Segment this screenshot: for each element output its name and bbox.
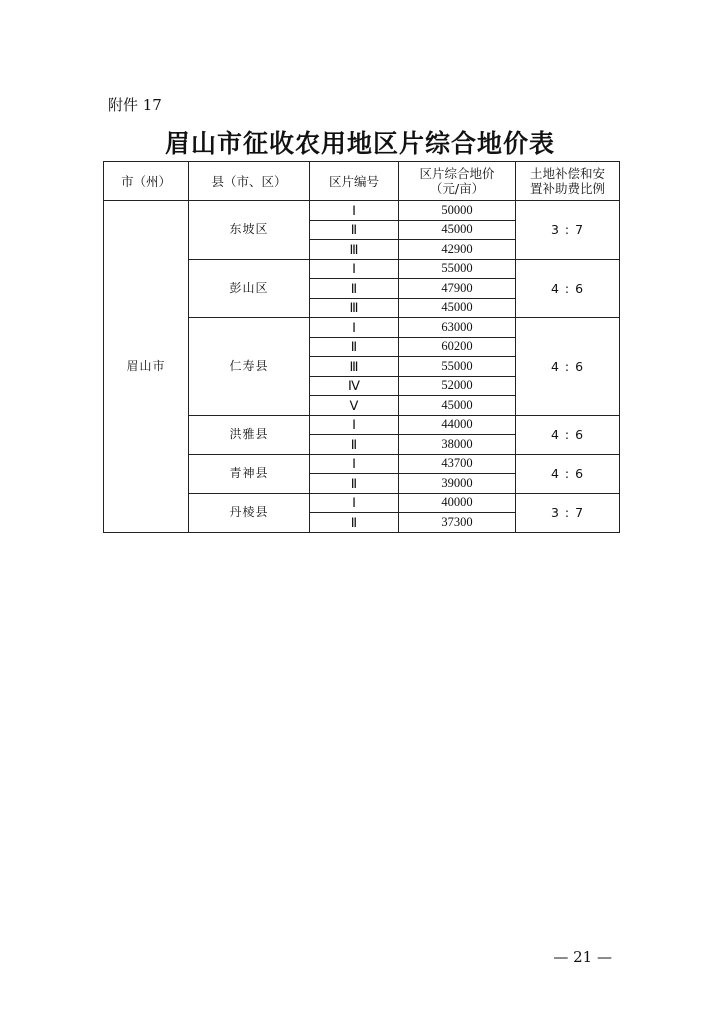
price-cell: 42900 xyxy=(399,240,516,260)
ratio-cell: 4 : 6 xyxy=(516,318,620,416)
zone-code-cell: Ⅲ xyxy=(310,240,399,260)
price-cell: 37300 xyxy=(399,513,516,533)
county-cell: 东坡区 xyxy=(189,201,310,260)
price-cell: 55000 xyxy=(399,259,516,279)
zone-code-cell: Ⅱ xyxy=(310,279,399,299)
price-cell: 45000 xyxy=(399,220,516,240)
header-ratio xyxy=(516,162,620,201)
price-cell: 47900 xyxy=(399,279,516,299)
city-cell: 眉山市 xyxy=(104,201,189,533)
ratio-cell: 4 : 6 xyxy=(516,415,620,454)
zone-code-cell: Ⅱ xyxy=(310,435,399,455)
header-price xyxy=(399,162,516,201)
price-cell: 52000 xyxy=(399,376,516,396)
header-city: 市（州） xyxy=(104,162,189,201)
price-cell: 38000 xyxy=(399,435,516,455)
zone-code-cell: Ⅴ xyxy=(310,396,399,416)
price-cell: 39000 xyxy=(399,474,516,494)
zone-code-cell: Ⅲ xyxy=(310,298,399,318)
price-cell: 44000 xyxy=(399,415,516,435)
ratio-cell: 4 : 6 xyxy=(516,454,620,493)
ratio-cell: 4 : 6 xyxy=(516,259,620,318)
header-price-text: 区片综合地价 （元/亩） xyxy=(419,166,495,196)
page-title: 眉山市征收农用地区片综合地价表 xyxy=(164,129,555,158)
county-cell: 青神县 xyxy=(189,454,310,493)
county-cell: 丹棱县 xyxy=(189,493,310,532)
header-ratio-text: 土地补偿和安 置补助费比例 xyxy=(529,166,605,196)
zone-code-cell: Ⅰ xyxy=(310,259,399,279)
header-zone-code: 区片编号 xyxy=(310,162,399,201)
price-cell: 45000 xyxy=(399,396,516,416)
zone-code-cell: Ⅰ xyxy=(310,318,399,338)
ratio-cell: 3 : 7 xyxy=(516,201,620,260)
attachment-label: 附件 17 xyxy=(108,96,162,114)
county-cell: 彭山区 xyxy=(189,259,310,318)
zone-code-cell: Ⅳ xyxy=(310,376,399,396)
zone-code-cell: Ⅱ xyxy=(310,474,399,494)
zone-code-cell: Ⅱ xyxy=(310,220,399,240)
price-cell: 40000 xyxy=(399,493,516,513)
price-cell: 45000 xyxy=(399,298,516,318)
page-number: — 21 — xyxy=(553,948,612,966)
header-county: 县（市、区） xyxy=(189,162,310,201)
zone-code-cell: Ⅲ xyxy=(310,357,399,377)
ratio-cell: 3 : 7 xyxy=(516,493,620,532)
table-row xyxy=(104,201,620,221)
zone-code-cell: Ⅱ xyxy=(310,337,399,357)
county-cell: 仁寿县 xyxy=(189,318,310,416)
price-cell: 63000 xyxy=(399,318,516,338)
price-cell: 43700 xyxy=(399,454,516,474)
price-cell: 60200 xyxy=(399,337,516,357)
zone-code-cell: Ⅰ xyxy=(310,454,399,474)
zone-code-cell: Ⅰ xyxy=(310,201,399,221)
zone-code-cell: Ⅰ xyxy=(310,415,399,435)
county-cell: 洪雅县 xyxy=(189,415,310,454)
table-header-row xyxy=(104,162,620,201)
price-cell: 50000 xyxy=(399,201,516,221)
price-cell: 55000 xyxy=(399,357,516,377)
land-price-table xyxy=(103,161,620,533)
zone-code-cell: Ⅰ xyxy=(310,493,399,513)
zone-code-cell: Ⅱ xyxy=(310,513,399,533)
